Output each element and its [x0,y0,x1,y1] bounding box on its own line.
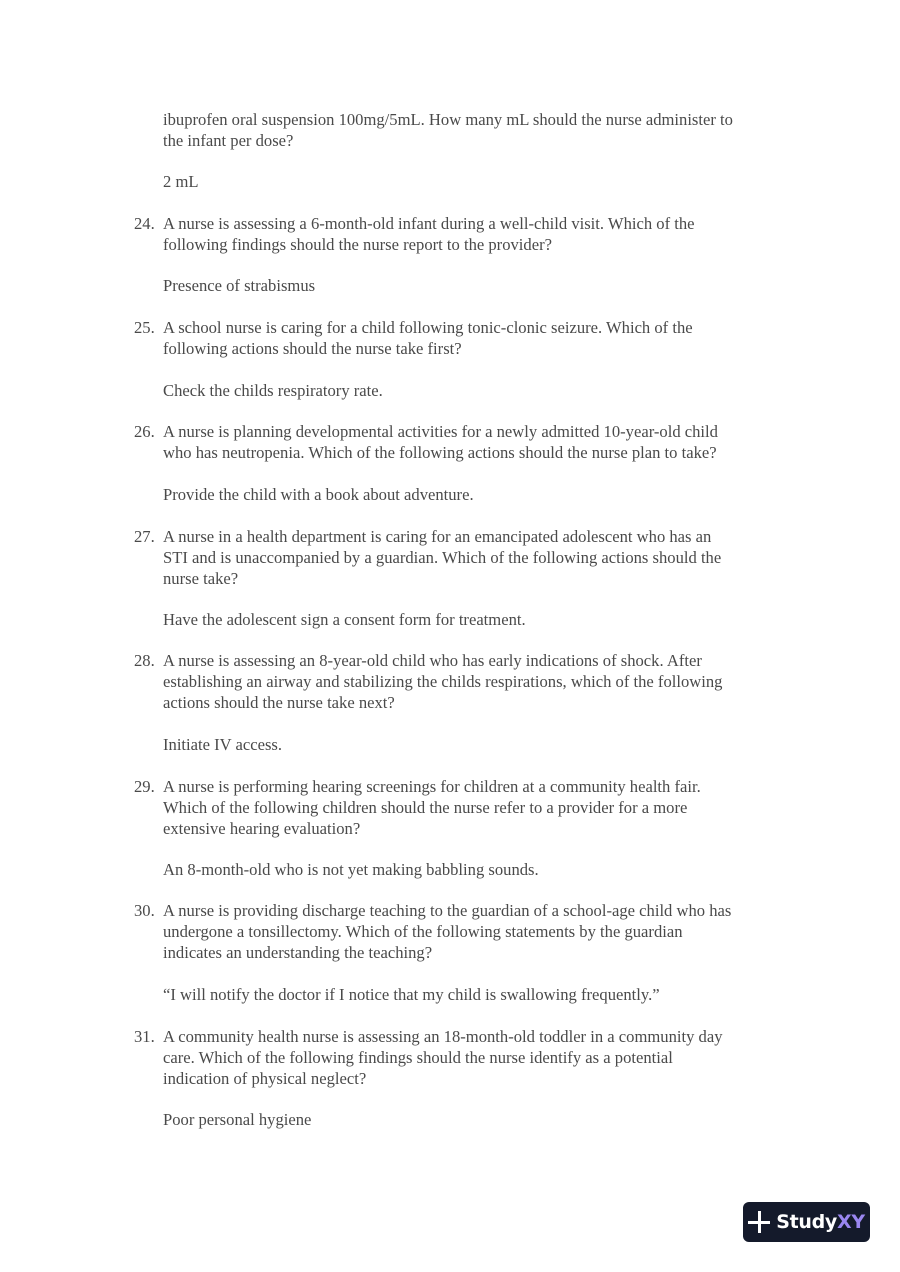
question-25 [134,318,803,360]
text-line: actions should the nurse take next? [163,692,395,712]
answer-25: Check the childs respiratory rate. [163,381,383,400]
question-26 [134,422,803,464]
text-line: ibuprofen oral suspension 100mg/5mL. How many mL should the nurse administer to [163,110,733,129]
question-31 [134,1027,803,1089]
text-line: establishing an airway and stabilizing the childs respirations, which of the following [163,671,723,691]
text-line: following findings should the nurse report to the provider? [163,234,552,254]
text-line: A nurse is providing discharge teaching to the guardian of a school-age child who has [163,901,732,920]
text-line: A nurse is assessing an 8-year-old child who has early indications of shock. After [163,651,702,670]
question-number: 24. [134,214,155,233]
question-24 [134,214,803,256]
answer-27: Have the adolescent sign a consent form for treatment. [163,610,526,629]
text-line: the infant per dose? [163,130,294,150]
answer-26: Provide the child with a book about adventure. [163,485,474,504]
text-line: undergone a tonsillectomy. Which of the following statements by the guardian [163,921,683,941]
brand-prefix: Study [776,1211,837,1233]
question-29 [134,777,803,839]
answer-29: An 8-month-old who is not yet making babbling sounds. [163,860,539,879]
text-line: nurse take? [163,568,239,588]
text-line: A community health nurse is assessing an 18-month-old toddler in a community day [163,1027,723,1046]
text-line: A nurse is assessing a 6-month-old infant during a well-child visit. Which of the [163,214,695,233]
question-number: 28. [134,651,155,670]
question-number: 30. [134,901,155,920]
question-number: 29. [134,777,155,796]
text-line: A nurse is planning developmental activities for a newly admitted 10-year-old child [163,422,718,441]
question-28 [134,651,803,713]
question-number: 26. [134,422,155,441]
plus-icon [748,1211,770,1233]
answer-31: Poor personal hygiene [163,1110,312,1129]
brand-logo-text [776,1211,865,1233]
text-line: STI and is unaccompanied by a guardian. Which of the following actions should the [163,547,722,567]
text-line: following actions should the nurse take first? [163,338,462,358]
answer-28: Initiate IV access. [163,735,283,754]
text-line: indicates an understanding the teaching? [163,942,433,962]
intro-answer: 2 mL [163,172,199,191]
question-number: 25. [134,318,155,337]
text-line: care. Which of the following findings should the nurse identify as a potential [163,1047,673,1067]
answer-24: Presence of strabismus [163,276,316,295]
text-line: A school nurse is caring for a child following tonic-clonic seizure. Which of the [163,318,693,337]
text-line: extensive hearing evaluation? [163,818,361,838]
text-line: indication of physical neglect? [163,1068,367,1088]
question-27 [134,527,803,589]
answer-30: “I will notify the doctor if I notice that my child is swallowing frequently.” [163,985,660,1004]
question-30 [134,901,803,963]
brand-suffix: XY [836,1211,865,1233]
intro-question-text [163,110,803,152]
question-number: 31. [134,1027,155,1046]
text-line: who has neutropenia. Which of the following actions should the nurse plan to take? [163,442,717,462]
question-number: 27. [134,527,155,546]
text-line: Which of the following children should the nurse refer to a provider for a more [163,797,688,817]
text-line: A nurse in a health department is caring for an emancipated adolescent who has an [163,527,712,546]
studyxy-badge[interactable] [743,1202,870,1242]
text-line: A nurse is performing hearing screenings for children at a community health fair. [163,777,701,796]
